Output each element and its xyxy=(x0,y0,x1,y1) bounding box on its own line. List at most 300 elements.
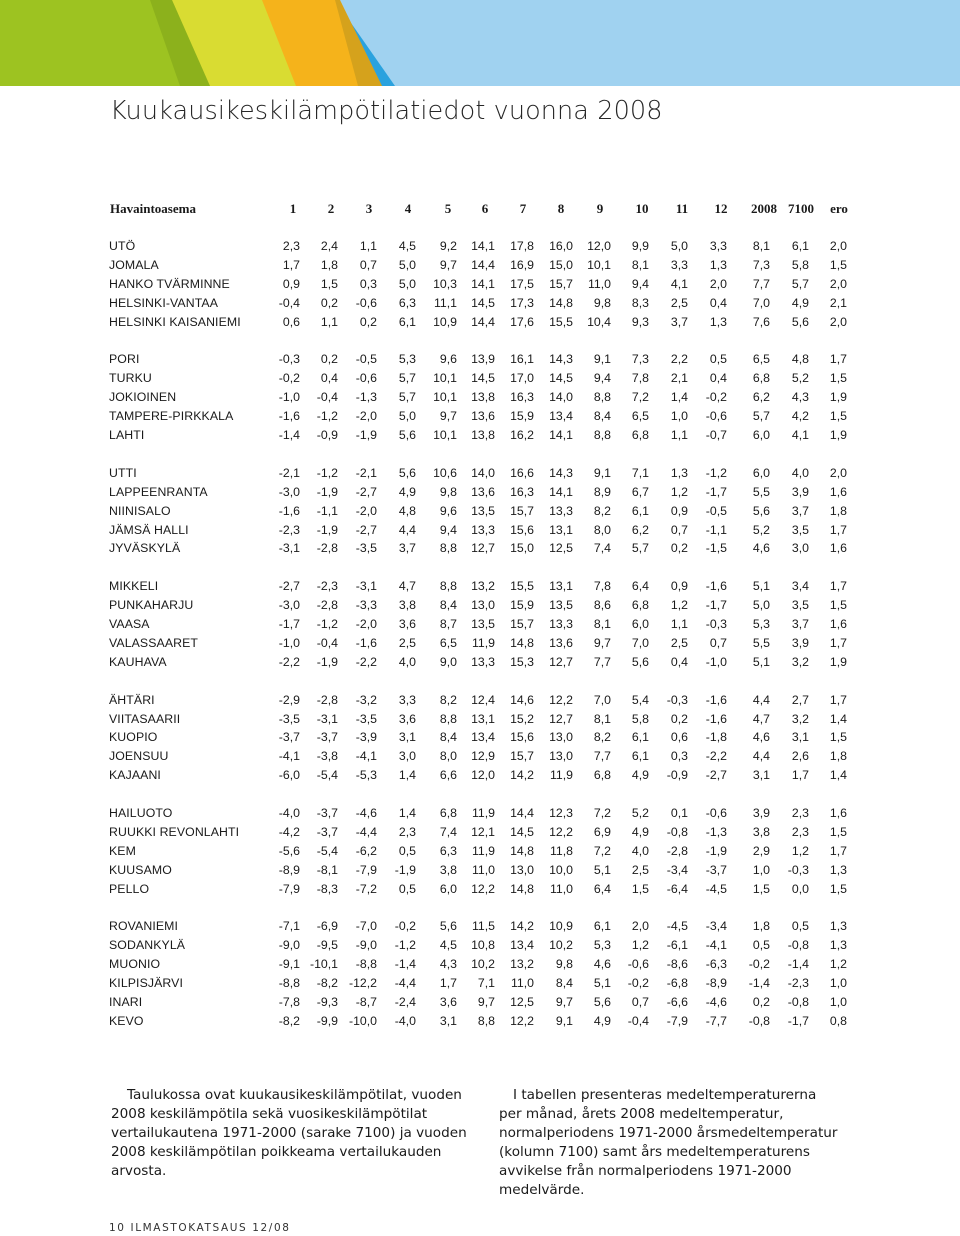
table-cell: 8,1 xyxy=(631,257,649,272)
table-cell: 12,5 xyxy=(549,541,573,556)
table-cell: 1,7 xyxy=(829,635,847,650)
table-cell: 7,0 xyxy=(631,635,649,650)
table-cell: -1,3 xyxy=(705,824,727,839)
table-cell: -1,7 xyxy=(787,1013,809,1028)
table-cell: 1,2 xyxy=(829,957,847,972)
table-row xyxy=(0,504,960,522)
table-cell: 12,7 xyxy=(471,541,495,556)
column-header: ero xyxy=(830,201,848,216)
table-cell: 7,7 xyxy=(752,276,770,291)
table-cell: -1,2 xyxy=(316,617,338,631)
table-cell: 10,9 xyxy=(549,919,573,934)
table-cell: 4,7 xyxy=(398,579,416,594)
table-cell: 1,0 xyxy=(829,995,847,1009)
table-cell: -2,8 xyxy=(316,692,338,707)
table-cell: 1,4 xyxy=(829,711,847,726)
table-cell: 1,9 xyxy=(829,428,847,442)
table-cell: 2,4 xyxy=(320,239,338,253)
table-cell: 1,3 xyxy=(709,257,727,272)
table-cell: 9,8 xyxy=(555,957,573,972)
table-cell: 3,1 xyxy=(439,1013,457,1028)
station-name: KUUSAMO xyxy=(109,862,172,877)
table-cell: 0,6 xyxy=(670,730,688,745)
table-header xyxy=(0,201,960,221)
table-cell: -4,0 xyxy=(278,806,300,820)
table-cell: -8,8 xyxy=(278,976,300,991)
table-cell: 4,9 xyxy=(631,824,649,839)
table-cell: 10,0 xyxy=(549,862,573,877)
table-cell: 1,4 xyxy=(398,806,416,820)
table-cell: 9,7 xyxy=(555,995,573,1009)
column-header: 8 xyxy=(557,201,565,216)
column-header: 3 xyxy=(365,201,373,216)
table-cell: -8,7 xyxy=(355,995,377,1009)
table-row xyxy=(0,806,960,824)
table-cell: 5,5 xyxy=(752,484,770,499)
table-row xyxy=(0,995,960,1013)
table-cell: 12,2 xyxy=(510,1013,534,1028)
table-cell: -0,9 xyxy=(316,428,338,442)
table-cell: 2,0 xyxy=(829,239,847,253)
table-cell: 6,9 xyxy=(593,824,611,839)
table-cell: -4,4 xyxy=(355,824,377,839)
table-cell: 11,5 xyxy=(471,919,495,934)
table-cell: 4,2 xyxy=(791,409,809,424)
table-cell: 7,4 xyxy=(439,824,457,839)
table-cell: 4,0 xyxy=(791,465,809,480)
table-cell: 17,5 xyxy=(510,276,534,291)
table-cell: -4,1 xyxy=(278,749,300,764)
caption-line: 2008 keskilämpötila sekä vuosikeskilämpötilat xyxy=(111,1106,428,1122)
table-cell: 16,1 xyxy=(510,352,534,367)
table-cell: 1,8 xyxy=(752,919,770,934)
table-cell: 13,6 xyxy=(471,484,495,499)
table-cell: 1,5 xyxy=(752,881,770,896)
table-cell: 14,8 xyxy=(510,881,534,896)
table-cell: 4,9 xyxy=(398,484,416,499)
table-cell: 6,5 xyxy=(631,409,649,424)
table-cell: 12,5 xyxy=(510,995,534,1009)
table-cell: 8,2 xyxy=(439,692,457,707)
table-cell: 3,7 xyxy=(791,503,809,518)
table-cell: -3,1 xyxy=(316,711,338,726)
table-cell: 5,6 xyxy=(439,919,457,934)
table-cell: 5,8 xyxy=(631,711,649,726)
table-cell: 6,3 xyxy=(398,295,416,310)
table-cell: 6,2 xyxy=(631,522,649,537)
column-header: 11 xyxy=(675,201,689,216)
station-name: LAHTI xyxy=(109,428,145,442)
table-cell: 12,3 xyxy=(549,806,573,820)
table-cell: 13,5 xyxy=(471,617,495,631)
caption-swedish xyxy=(499,1086,844,1200)
table-cell: 10,1 xyxy=(433,371,457,386)
table-cell: 13,3 xyxy=(549,617,573,631)
table-cell: 7,8 xyxy=(593,579,611,594)
table-cell: 9,8 xyxy=(439,484,457,499)
table-cell: 5,6 xyxy=(752,503,770,518)
table-cell: -2,1 xyxy=(278,465,300,480)
table-cell: 16,2 xyxy=(510,428,534,442)
table-cell: 10,4 xyxy=(587,314,611,329)
table-cell: -9,3 xyxy=(316,995,338,1009)
table-cell: 12,0 xyxy=(471,768,495,783)
table-cell: -1,6 xyxy=(705,579,727,594)
station-name: PORI xyxy=(109,352,140,367)
table-cell: 9,4 xyxy=(593,371,611,386)
table-cell: -3,7 xyxy=(316,730,338,745)
table-cell: -4,1 xyxy=(705,938,727,953)
station-name: HELSINKI-VANTAA xyxy=(109,295,219,310)
table-cell: 6,8 xyxy=(593,768,611,783)
table-cell: -0,6 xyxy=(355,295,377,310)
table-cell: 3,5 xyxy=(791,598,809,613)
table-cell: 13,5 xyxy=(471,503,495,518)
table-row xyxy=(0,371,960,389)
table-cell: -8,1 xyxy=(316,862,338,877)
table-cell: 7,1 xyxy=(477,976,495,991)
table-cell: 6,0 xyxy=(439,881,457,896)
table-cell: 4,1 xyxy=(791,428,809,442)
station-name: KAJAANI xyxy=(109,768,161,783)
table-cell: 2,0 xyxy=(709,276,727,291)
table-cell: 8,0 xyxy=(439,749,457,764)
table-cell: 0,4 xyxy=(670,654,688,669)
table-cell: 2,0 xyxy=(829,314,847,329)
column-header: 9 xyxy=(596,201,604,216)
table-cell: 5,6 xyxy=(398,465,416,480)
station-name: UTTI xyxy=(109,465,137,480)
table-cell: -7,2 xyxy=(355,881,377,896)
table-cell: 5,6 xyxy=(593,995,611,1009)
table-cell: -9,5 xyxy=(316,938,338,953)
table-cell: 11,9 xyxy=(471,635,495,650)
table-cell: 1,6 xyxy=(829,806,847,820)
table-cell: 3,1 xyxy=(398,730,416,745)
table-cell: 1,3 xyxy=(829,862,847,877)
table-cell: -0,4 xyxy=(627,1013,649,1028)
table-cell: -9,0 xyxy=(355,938,377,953)
caption-finnish xyxy=(111,1086,471,1181)
table-cell: 2,0 xyxy=(631,919,649,934)
table-cell: 5,2 xyxy=(791,371,809,386)
table-cell: 5,1 xyxy=(593,976,611,991)
table-cell: 3,3 xyxy=(398,692,416,707)
table-cell: 4,5 xyxy=(398,239,416,253)
table-cell: 4,6 xyxy=(752,730,770,745)
table-cell: 1,2 xyxy=(791,843,809,858)
table-cell: 13,0 xyxy=(510,862,534,877)
table-cell: 12,7 xyxy=(549,711,573,726)
table-cell: -2,2 xyxy=(278,654,300,669)
table-cell: 17,3 xyxy=(510,295,534,310)
table-row xyxy=(0,277,960,295)
table-cell: 1,9 xyxy=(829,654,847,669)
table-cell: 0,2 xyxy=(320,295,338,310)
table-cell: 4,7 xyxy=(752,711,770,726)
table-cell: 15,9 xyxy=(510,598,534,613)
table-cell: 14,1 xyxy=(471,276,495,291)
table-cell: 5,2 xyxy=(631,806,649,820)
table-cell: -8,2 xyxy=(316,976,338,991)
table-cell: 0,5 xyxy=(709,352,727,367)
table-cell: -1,6 xyxy=(278,409,300,424)
station-name: MUONIO xyxy=(109,957,161,972)
table-cell: 6,8 xyxy=(439,806,457,820)
table-cell: -3,2 xyxy=(355,692,377,707)
table-cell: 8,4 xyxy=(439,598,457,613)
station-name: JYVÄSKYLÄ xyxy=(109,541,181,556)
table-cell: 9,2 xyxy=(439,239,457,253)
table-cell: 12,4 xyxy=(471,692,495,707)
table-row xyxy=(0,976,960,994)
table-cell: -1,9 xyxy=(316,522,338,537)
table-cell: 8,4 xyxy=(555,976,573,991)
station-name: LAPPEENRANTA xyxy=(109,484,208,499)
table-cell: 6,0 xyxy=(752,465,770,480)
table-cell: 6,1 xyxy=(631,503,649,518)
table-cell: 4,4 xyxy=(752,749,770,764)
table-cell: -0,8 xyxy=(787,995,809,1009)
station-name: KEM xyxy=(109,843,136,858)
table-cell: 1,1 xyxy=(320,314,338,329)
table-cell: 9,1 xyxy=(593,465,611,480)
table-cell: 5,7 xyxy=(398,390,416,405)
table-cell: 2,3 xyxy=(282,239,300,253)
station-name: RUUKKI REVONLAHTI xyxy=(109,824,240,839)
table-row xyxy=(0,938,960,956)
table-cell: 10,8 xyxy=(471,938,495,953)
table-cell: 9,1 xyxy=(593,352,611,367)
table-cell: 6,0 xyxy=(631,617,649,631)
table-cell: 3,3 xyxy=(670,257,688,272)
table-cell: 5,6 xyxy=(631,654,649,669)
table-cell: 15,7 xyxy=(549,276,573,291)
table-row xyxy=(0,825,960,843)
table-cell: -7,1 xyxy=(278,919,300,934)
table-cell: -1,4 xyxy=(278,428,300,442)
table-cell: 14,5 xyxy=(471,371,495,386)
table-cell: 0,2 xyxy=(320,352,338,367)
table-cell: 4,9 xyxy=(631,768,649,783)
table-cell: -3,7 xyxy=(316,824,338,839)
table-cell: 10,2 xyxy=(549,938,573,953)
table-cell: 0,7 xyxy=(670,522,688,537)
station-name: VALASSAARET xyxy=(109,635,199,650)
table-cell: 8,9 xyxy=(593,484,611,499)
table-cell: 2,6 xyxy=(791,749,809,764)
table-cell: -4,6 xyxy=(705,995,727,1009)
station-name: JOKIOINEN xyxy=(109,390,177,405)
table-cell: -0,2 xyxy=(705,390,727,405)
table-cell: 1,5 xyxy=(829,371,847,386)
station-name: TURKU xyxy=(109,371,152,386)
table-cell: 5,1 xyxy=(593,862,611,877)
station-name: KILPISJÄRVI xyxy=(109,976,184,991)
table-cell: -3,5 xyxy=(278,711,300,726)
table-cell: 6,1 xyxy=(593,919,611,934)
table-cell: 0,0 xyxy=(791,881,809,896)
station-name: KAUHAVA xyxy=(109,654,167,669)
table-cell: 7,4 xyxy=(593,541,611,556)
page-title: Kuukausikeskilämpötilatiedot vuonna 2008 xyxy=(110,96,663,126)
table-cell: 5,1 xyxy=(752,579,770,594)
table-cell: -8,9 xyxy=(705,976,727,991)
table-cell: 1,3 xyxy=(709,314,727,329)
table-cell: -6,2 xyxy=(355,843,377,858)
table-cell: 3,9 xyxy=(791,635,809,650)
table-cell: 1,7 xyxy=(829,843,847,858)
table-cell: 11,0 xyxy=(510,976,534,991)
table-cell: 17,6 xyxy=(510,314,534,329)
table-cell: 0,2 xyxy=(670,711,688,726)
table-cell: 4,8 xyxy=(398,503,416,518)
table-cell: 1,7 xyxy=(791,768,809,783)
table-cell: 14,3 xyxy=(549,465,573,480)
table-cell: 7,2 xyxy=(631,390,649,405)
table-row xyxy=(0,655,960,673)
table-cell: 1,7 xyxy=(829,522,847,537)
table-cell: 10,9 xyxy=(433,314,457,329)
table-row xyxy=(0,1014,960,1032)
table-cell: 12,0 xyxy=(587,239,611,253)
table-cell: 4,4 xyxy=(752,692,770,707)
table-cell: 2,5 xyxy=(631,862,649,877)
table-cell: 5,8 xyxy=(791,257,809,272)
table-row xyxy=(0,844,960,862)
table-cell: -1,5 xyxy=(705,541,727,556)
table-cell: 1,5 xyxy=(829,881,847,896)
table-cell: -2,7 xyxy=(705,768,727,783)
table-cell: -5,3 xyxy=(355,768,377,783)
table-cell: 14,1 xyxy=(549,484,573,499)
table-row xyxy=(0,352,960,370)
table-cell: 5,6 xyxy=(398,428,416,442)
table-cell: 6,7 xyxy=(631,484,649,499)
table-cell: -2,9 xyxy=(278,692,300,707)
table-cell: -0,6 xyxy=(705,806,727,820)
table-cell: -0,2 xyxy=(278,371,300,386)
column-header: 2008 xyxy=(751,201,777,216)
table-cell: 1,7 xyxy=(282,257,300,272)
table-cell: 14,8 xyxy=(510,843,534,858)
table-cell: 1,8 xyxy=(829,503,847,518)
table-cell: 0,5 xyxy=(791,919,809,934)
table-cell: 5,7 xyxy=(398,371,416,386)
table-cell: -0,3 xyxy=(278,352,300,367)
table-cell: -0,3 xyxy=(705,617,727,631)
caption-line: I tabellen presenteras medeltemperaturerna xyxy=(513,1087,817,1103)
table-cell: 16,6 xyxy=(510,465,534,480)
table-cell: 14,5 xyxy=(471,295,495,310)
table-cell: 13,1 xyxy=(549,522,573,537)
table-cell: 3,6 xyxy=(439,995,457,1009)
table-row xyxy=(0,579,960,597)
table-cell: -3,7 xyxy=(316,806,338,820)
table-row xyxy=(0,617,960,635)
table-cell: -6,9 xyxy=(316,919,338,934)
table-cell: 8,1 xyxy=(752,239,770,253)
table-cell: 9,0 xyxy=(439,654,457,669)
table-row xyxy=(0,882,960,900)
table-cell: 7,7 xyxy=(593,654,611,669)
table-cell: -6,8 xyxy=(666,976,688,991)
table-cell: 6,4 xyxy=(593,881,611,896)
table-cell: 10,2 xyxy=(471,957,495,972)
table-cell: 14,4 xyxy=(471,314,495,329)
table-cell: 1,7 xyxy=(829,579,847,594)
table-cell: 14,2 xyxy=(510,768,534,783)
table-cell: 3,3 xyxy=(709,239,727,253)
table-cell: 1,1 xyxy=(359,239,377,253)
table-cell: 8,1 xyxy=(593,617,611,631)
table-cell: -8,9 xyxy=(278,862,300,877)
table-cell: 11,0 xyxy=(587,276,611,291)
table-cell: 1,5 xyxy=(829,824,847,839)
table-row xyxy=(0,919,960,937)
table-cell: 1,2 xyxy=(631,938,649,953)
caption-line: Taulukossa ovat kuukausikeskilämpötilat, vuoden xyxy=(127,1087,462,1103)
table-cell: 14,0 xyxy=(471,465,495,480)
table-cell: 11,9 xyxy=(549,768,573,783)
caption-line: vertailukautena 1971-2000 (sarake 7100) ja vuoden xyxy=(111,1125,467,1141)
table-cell: 5,0 xyxy=(398,257,416,272)
table-cell: -8,3 xyxy=(316,881,338,896)
station-name: JOENSUU xyxy=(109,749,169,764)
table-cell: 9,3 xyxy=(631,314,649,329)
table-cell: 4,5 xyxy=(439,938,457,953)
table-cell: -1,2 xyxy=(394,938,416,953)
table-cell: 6,1 xyxy=(791,239,809,253)
table-cell: 8,8 xyxy=(439,541,457,556)
table-cell: 0,8 xyxy=(829,1013,847,1028)
table-row xyxy=(0,315,960,333)
table-cell: -0,3 xyxy=(787,862,809,877)
table-cell: 11,1 xyxy=(433,295,457,310)
table-cell: -9,9 xyxy=(316,1013,338,1028)
table-cell: -5,6 xyxy=(278,843,300,858)
station-name: UTÖ xyxy=(109,239,136,253)
table-cell: 2,2 xyxy=(670,352,688,367)
table-cell: -1,7 xyxy=(705,598,727,613)
table-cell: 3,4 xyxy=(791,579,809,594)
table-cell: 9,6 xyxy=(439,352,457,367)
table-cell: 1,4 xyxy=(829,768,847,783)
table-cell: -2,0 xyxy=(355,409,377,424)
table-cell: 6,1 xyxy=(631,730,649,745)
table-cell: -1,6 xyxy=(355,635,377,650)
table-cell: 1,4 xyxy=(670,390,688,405)
table-cell: 13,9 xyxy=(471,352,495,367)
table-cell: -1,9 xyxy=(355,428,377,442)
table-cell: -8,2 xyxy=(278,1013,300,1028)
table-cell: 0,9 xyxy=(282,276,300,291)
table-cell: 0,3 xyxy=(359,276,377,291)
table-cell: 1,5 xyxy=(829,409,847,424)
table-cell: 13,3 xyxy=(471,522,495,537)
column-header: 10 xyxy=(635,201,649,216)
table-cell: 13,2 xyxy=(471,579,495,594)
table-cell: 2,1 xyxy=(829,295,847,310)
table-cell: 1,0 xyxy=(670,409,688,424)
table-cell: 5,7 xyxy=(752,409,770,424)
table-cell: -7,7 xyxy=(705,1013,727,1028)
table-cell: 7,1 xyxy=(631,465,649,480)
table-cell: -2,3 xyxy=(278,522,300,537)
table-cell: 15,0 xyxy=(510,541,534,556)
table-cell: 8,8 xyxy=(593,390,611,405)
table-cell: -0,8 xyxy=(748,1013,770,1028)
